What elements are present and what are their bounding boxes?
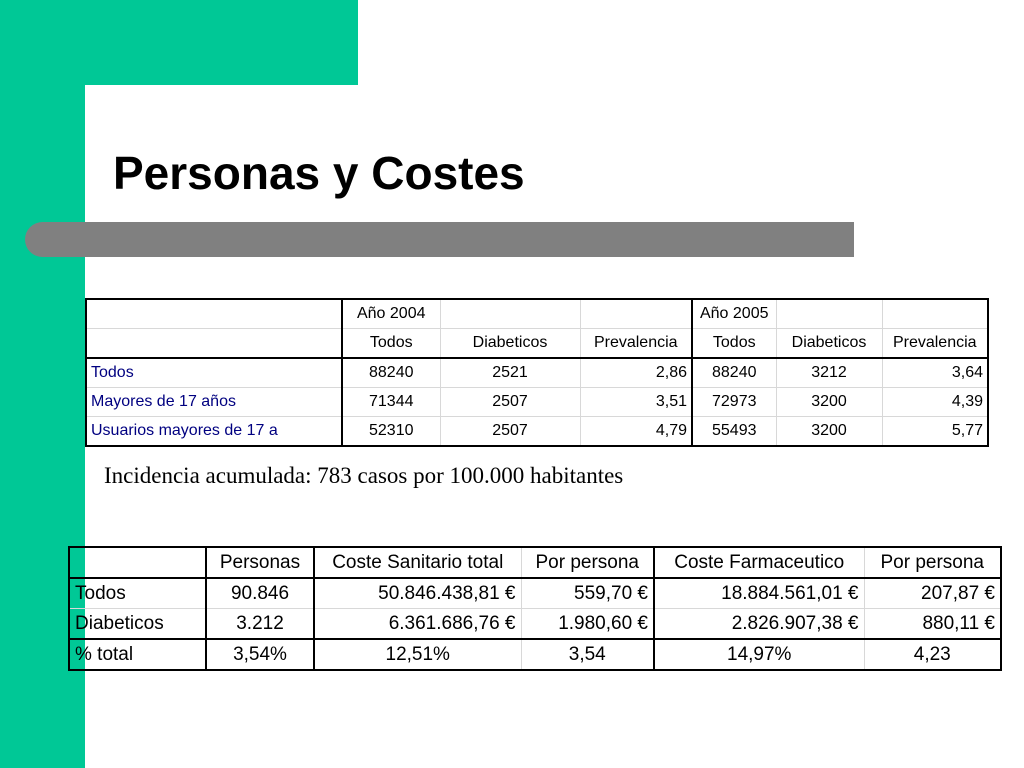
column-header: Coste Sanitario total (314, 547, 521, 578)
sub-header-row (86, 329, 988, 359)
cell: 3,51 (580, 388, 692, 417)
table-row (69, 639, 1001, 670)
cell: 3,54 (521, 639, 654, 670)
cell: 2507 (440, 417, 580, 447)
cell: 71344 (342, 388, 440, 417)
cell: 88240 (342, 358, 440, 388)
column-header: Todos (342, 329, 440, 359)
cell: 55493 (692, 417, 776, 447)
cell: 207,87 € (864, 578, 1001, 609)
slide-title: Personas y Costes (113, 147, 525, 199)
cell: 4,23 (864, 639, 1001, 670)
cell: 18.884.561,01 € (654, 578, 864, 609)
empty-cell (86, 299, 342, 329)
cell: 6.361.686,76 € (314, 609, 521, 640)
cell: 1.980,60 € (521, 609, 654, 640)
header-row (69, 547, 1001, 578)
row-label: Usuarios mayores de 17 a (86, 417, 342, 447)
column-header: Por persona (521, 547, 654, 578)
cell: 880,11 € (864, 609, 1001, 640)
column-header: Todos (692, 329, 776, 359)
column-header: Prevalencia (882, 329, 988, 359)
cell: 3,64 (882, 358, 988, 388)
table-row (86, 358, 988, 388)
cell: 88240 (692, 358, 776, 388)
cell: 4,79 (580, 417, 692, 447)
row-label: Mayores de 17 años (86, 388, 342, 417)
table-row (86, 388, 988, 417)
cell: 2.826.907,38 € (654, 609, 864, 640)
cell: 4,39 (882, 388, 988, 417)
empty-cell (580, 299, 692, 329)
cell: 90.846 (206, 578, 314, 609)
incidence-note: Incidencia acumulada: 783 casos por 100.000 habitantes (104, 463, 624, 488)
title-underline-bar (25, 222, 854, 257)
cell: 52310 (342, 417, 440, 447)
cell: 72973 (692, 388, 776, 417)
empty-cell (776, 299, 882, 329)
cell: 2,86 (580, 358, 692, 388)
cell: 3,54% (206, 639, 314, 670)
column-header: Diabeticos (776, 329, 882, 359)
cell: 559,70 € (521, 578, 654, 609)
cell: 2507 (440, 388, 580, 417)
costs-table (68, 546, 1002, 671)
cell: 2521 (440, 358, 580, 388)
empty-cell (86, 329, 342, 359)
cell: 12,51% (314, 639, 521, 670)
column-header: Por persona (864, 547, 1001, 578)
empty-cell (882, 299, 988, 329)
cell: 3200 (776, 417, 882, 447)
year-header-row (86, 299, 988, 329)
row-label: % total (69, 639, 206, 670)
row-label: Todos (86, 358, 342, 388)
row-label: Todos (69, 578, 206, 609)
table-row (69, 609, 1001, 640)
table-row (86, 417, 988, 447)
cell: 14,97% (654, 639, 864, 670)
column-header: Personas (206, 547, 314, 578)
cell: 3200 (776, 388, 882, 417)
column-header: Diabeticos (440, 329, 580, 359)
year-header-2004: Año 2004 (342, 299, 440, 329)
row-label: Diabeticos (69, 609, 206, 640)
year-header-2005: Año 2005 (692, 299, 776, 329)
cell: 3212 (776, 358, 882, 388)
content-corner (85, 85, 145, 145)
table-row (69, 578, 1001, 609)
column-header: Prevalencia (580, 329, 692, 359)
cell: 3.212 (206, 609, 314, 640)
cell: 50.846.438,81 € (314, 578, 521, 609)
empty-cell (440, 299, 580, 329)
top-accent-block (85, 0, 358, 85)
empty-cell (69, 547, 206, 578)
prevalence-table (85, 298, 989, 447)
column-header: Coste Farmaceutico (654, 547, 864, 578)
cell: 5,77 (882, 417, 988, 447)
